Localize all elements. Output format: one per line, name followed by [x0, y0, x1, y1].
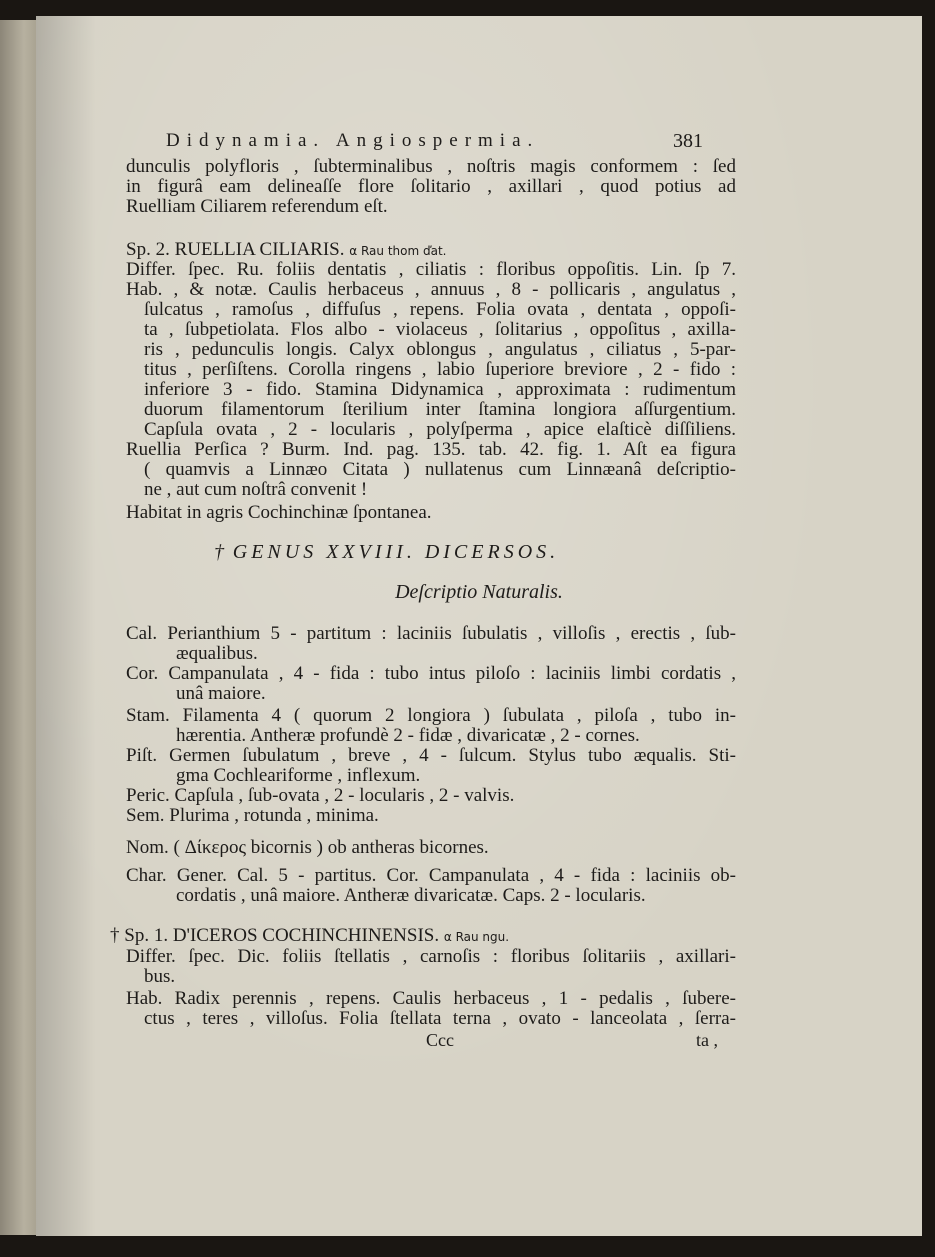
- genus-heading: [214, 542, 559, 563]
- intro-line: Ruelliam Ciliarem referendum eſt.: [126, 196, 388, 217]
- text-line: ctus , teres , villoſus. Folia ſtellata terna , ovato - lanceolata , ſerra-: [144, 1008, 736, 1029]
- desc-line: cordatis , unâ maiore. Antheræ divaricatæ. Caps. 2 - locularis.: [176, 885, 646, 906]
- text-line: Hab. , & notæ. Caulis herbaceus , annuus , 8 - pollicaris , angulatus ,: [126, 279, 736, 300]
- species-heading: [110, 926, 509, 947]
- species-title: Sp. 2. RUELLIA CILIARIS.: [126, 239, 345, 260]
- species-title: Sp. 1. D'ICEROS COCHINCHINENSIS.: [124, 925, 440, 946]
- genus-dagger: †: [214, 541, 228, 563]
- text-line: ris , pedunculis longis. Calyx oblongus , angulatus , ciliatus , 5-par-: [144, 339, 736, 360]
- margin-dagger: †: [110, 925, 120, 946]
- intro-line: dunculis polyfloris , ſubterminalibus , noſtris magis conformem : ſed: [126, 156, 736, 177]
- facing-page-edge: [0, 20, 40, 1235]
- desc-line: Char. Gener. Cal. 5 - partitus. Cor. Campanulata , 4 - fida : laciniis ob-: [126, 865, 736, 886]
- signature-mark: Ccc: [426, 1030, 454, 1050]
- desc-line: gma Cochleariforme , inflexum.: [176, 765, 421, 786]
- desc-line: unâ maiore.: [176, 683, 266, 704]
- text-line: ( quamvis a Linnæo Citata ) nullatenus cum Linnæanâ deſcriptio-: [144, 459, 736, 480]
- desc-line: Cal. Perianthium 5 - partitum : laciniis ſubulatis , villoſis , erectis , ſub-: [126, 623, 736, 644]
- desc-line: Piſt. Germen ſubulatum , breve , 4 - ſulcum. Stylus tubo æqualis. Sti-: [126, 745, 736, 766]
- catchword: ta ,: [696, 1030, 718, 1050]
- text-line: Hab. Radix perennis , repens. Caulis herbaceus , 1 - pedalis , ſubere-: [126, 988, 736, 1009]
- text-line: Capſula ovata , 2 - locularis , polyſperma , apice elaſticè diſſiliens.: [144, 419, 736, 440]
- text-line: Habitat in agris Cochinchinæ ſpontanea.: [126, 502, 432, 523]
- text-line: bus.: [144, 966, 176, 987]
- desc-line: Sem. Plurima , rotunda , minima.: [126, 805, 379, 826]
- page-number: 381: [673, 130, 703, 152]
- text-line: ſulcatus , ramoſus , diffuſus , repens. Folia ovata , dentata , oppoſi-: [144, 299, 736, 320]
- running-head: Didynamia. Angiospermia.: [166, 130, 540, 151]
- text-line: titus , perſiſtens. Corolla ringens , labio ſuperiore breviore , 2 - fido :: [144, 359, 736, 380]
- text-line: ne , aut cum noſtrâ convenit !: [144, 479, 368, 500]
- text-line: inferiore 3 - fido. Stamina Didynamica , approximata : rudimentum: [144, 379, 736, 400]
- text-line: Differ. ſpec. Dic. foliis ſtellatis , carnoſis : floribus ſolitariis , axillari-: [126, 946, 736, 967]
- species-heading: [126, 240, 446, 261]
- intro-line: in figurâ eam delineaſſe flore ſolitario , axillari , quod potius ad: [126, 176, 736, 197]
- text-line: Differ. ſpec. Ru. foliis dentatis , ciliatis : floribus oppoſitis. Lin. ſp 7.: [126, 259, 736, 280]
- text-line: Ruellia Perſica ? Burm. Ind. pag. 135. tab. 42. fig. 1. Aſt ea figura: [126, 439, 736, 460]
- handwritten-note: α Rau thom ďat.: [349, 244, 447, 258]
- desc-line: Nom. ( Δίκερος bicornis ) ob antheras bicornes.: [126, 837, 489, 858]
- handwritten-note: α Rau ngu.: [443, 930, 510, 944]
- section-title: Deſcriptio Naturalis.: [395, 581, 563, 603]
- desc-line: Cor. Campanulata , 4 - fida : tubo intus piloſo : laciniis limbi cordatis ,: [126, 663, 736, 684]
- desc-line: hærentia. Antheræ profundè 2 - fidæ , divaricatæ , 2 - cornes.: [176, 725, 640, 746]
- desc-line: Peric. Capſula , ſub-ovata , 2 - locularis , 2 - valvis.: [126, 785, 515, 806]
- desc-line: æqualibus.: [176, 643, 258, 664]
- genus-title: GENUS XXVIII. DICERSOS.: [232, 541, 560, 563]
- text-line: duorum filamentorum ſterilium inter ſtamina longiora aſſurgentium.: [144, 399, 736, 420]
- book-page: [36, 16, 922, 1236]
- text-line: ta , ſubpetiolata. Flos albo - violaceus , ſolitarius , oppoſitus , axilla-: [144, 319, 736, 340]
- desc-line: Stam. Filamenta 4 ( quorum 2 longiora ) ſubulata , piloſa , tubo in-: [126, 705, 736, 726]
